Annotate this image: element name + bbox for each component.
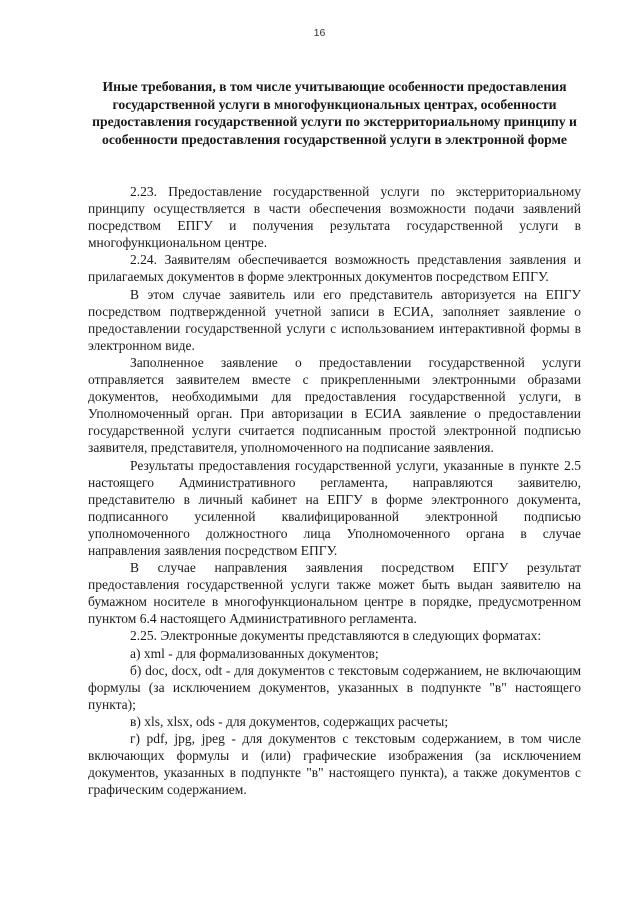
paragraph-application-submission: Заполненное заявление о предоставлении государственной услуги отправляется заявителем вместе с прикрепленными электронными образами документов, необходимыми для предоставления государственной услуги, в Уполномоченный орган. При авторизации в ЕСИА заявление о предоставлении государственной услуги считается подписанным простой электронной подписью заявителя, представителя, уполномоченного на подписание заявления. [88, 354, 581, 456]
section-heading: Иные требования, в том числе учитывающие особенности предоставления государственной услуги в многофункциональных центрах, особенности предоставления государственной услуги по экстерриториальному принципу и особенности предоставления государственной услуги в электронной форме [92, 79, 577, 147]
list-item-b: б) doc, docx, odt - для документов с текстовым содержанием, не включающим формулы (за исключением документов, указанных в подпункте "в" настоящего пункта); [88, 662, 581, 712]
list-item-g: г) pdf, jpg, jpeg - для документов с текстовым содержанием, в том числе включающих формулы и (или) графические изображения (за исключением документов, указанных в подпункте "в" настоящего пункта), а также документов с графическим содержанием. [88, 731, 581, 798]
paragraph-2-23: 2.23. Предоставление государственной услуги по экстерриториальному принципу осуществляется в части обеспечения возможности подачи заявлений посредством ЕПГУ и получения результата государственной услуги в многофункциональном центре. [88, 184, 581, 251]
document-body [88, 183, 581, 798]
paragraph-2-25: 2.25. Электронные документы представляются в следующих форматах: [130, 628, 542, 644]
list-item-a: а) xml - для формализованных документов; [130, 645, 379, 661]
paragraph-service-results: Результаты предоставления государственной услуги, указанные в пункте 2.5 настоящего Административного регламента, направляются заявителю, представителю в личный кабинет на ЕПГУ в форме электронного документа, подписанного усиленной квалифицированной электронной подписью уполномоченного должностного лица Уполномоченного органа в случае направления заявления посредством ЕПГУ. [88, 457, 581, 558]
paragraph-esia-authorization: В этом случае заявитель или его представитель авторизуется на ЕПГУ посредством подтвержденной учетной записи в ЕСИА, заполняет заявление о предоставлении государственной услуги с использованием интерактивной формы в электронном виде. [88, 286, 581, 353]
list-item-v: в) xls, xlsx, ods - для документов, содержащих расчеты; [130, 713, 449, 729]
paragraph-2-24: 2.24. Заявителям обеспечивается возможность представления заявления и прилагаемых документов в форме электронных документов посредством ЕПГУ. [88, 252, 581, 285]
paragraph-paper-result: В случае направления заявления посредством ЕПГУ результат предоставления государственной услуги также может быть выдан заявителю на бумажном носителе в многофункциональном центре в порядке, предусмотренном пунктом 6.4 настоящего Административного регламента. [88, 560, 581, 627]
page-number: 16 [313, 27, 326, 39]
